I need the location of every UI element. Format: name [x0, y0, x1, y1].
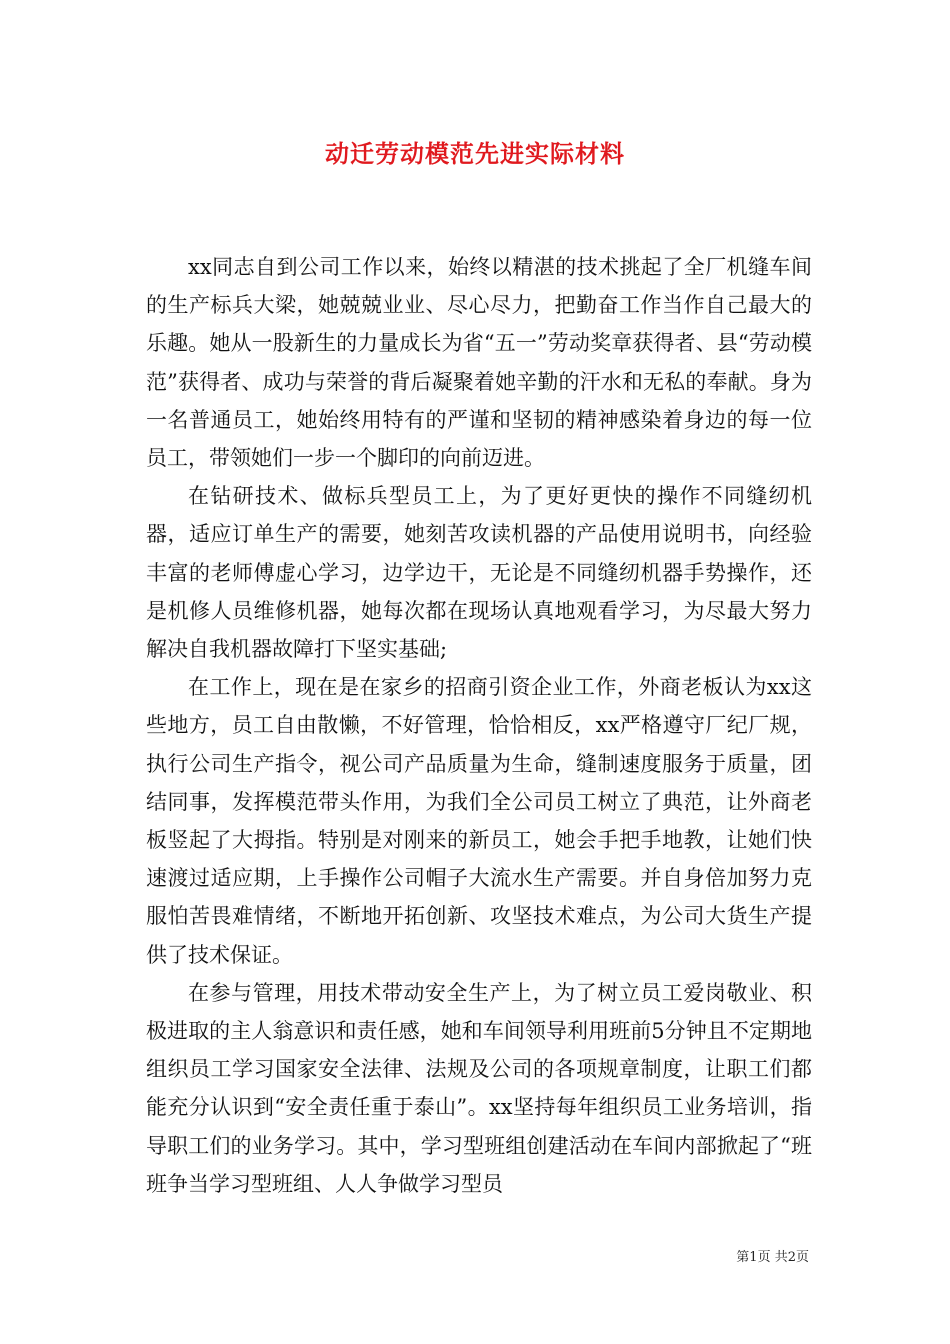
document-body: [146, 248, 812, 1203]
footer-suffix: 页: [795, 1250, 809, 1265]
footer-middle: 页 共: [757, 1250, 788, 1265]
document-title: 动迁劳动模范先进实际材料: [325, 139, 625, 168]
page-footer: [0, 1246, 809, 1265]
footer-prefix: 第: [736, 1250, 750, 1265]
paragraph: 在参与管理，用技术带动安全生产上，为了树立员工爱岗敬业、积极进取的主人翁意识和责任感，她和车间领导利用班前5分钟且不定期地组织员工学习国家安全法律、法规及公司的各项规章制度，让职工们都能充分认识到“安全责任重于泰山”。xx坚持每年组织员工业务培训，指导职工们的业务学习。其中，学习型班组创建活动在车间内部掀起了“班班争当学习型班组、人人争做学习型员: [146, 980, 812, 1196]
footer-page-number: 1: [749, 1250, 758, 1265]
footer-total-pages: 2: [787, 1250, 796, 1265]
paragraph: 在钻研技术、做标兵型员工上，为了更好更快的操作不同缝纫机器，适应订单生产的需要，她刻苦攻读机器的产品使用说明书，向经验丰富的老师傅虚心学习，边学边干，无论是不同缝纫机器手势操作，还是机修人员维修机器，她每次都在现场认真地观看学习，为尽最大努力解决自我机器故障打下坚实基础;: [146, 484, 812, 662]
paragraph: 在工作上，现在是在家乡的招商引资企业工作，外商老板认为xx这些地方，员工自由散懒，不好管理，恰恰相反，xx严格遵守厂纪厂规，执行公司生产指令，视公司产品质量为生命，缝制速度服务于质量，团结同事，发挥模范带头作用，为我们全公司员工树立了典范，让外商老板竖起了大拇指。特别是对刚来的新员工，她会手把手地教，让她们快速渡过适应期，上手操作公司帽子大流水生产需要。并自身倍加努力克服怕苦畏难情绪，不断地开拓创新、攻坚技术难点，为公司大货生产提供了技术保证。: [146, 675, 812, 967]
paragraph: xx同志自到公司工作以来，始终以精湛的技术挑起了全厂机缝车间的生产标兵大梁，她兢兢业业、尽心尽力，把勤奋工作当作自己最大的乐趣。她从一股新生的力量成长为省“五一”劳动奖章获得者、县“劳动模范”获得者、成功与荣誉的背后凝聚着她辛勤的汗水和无私的奉献。身为一名普通员工，她始终用特有的严谨和坚韧的精神感染着身边的每一位员工，带领她们一步一个脚印的向前迈进。: [146, 255, 812, 471]
